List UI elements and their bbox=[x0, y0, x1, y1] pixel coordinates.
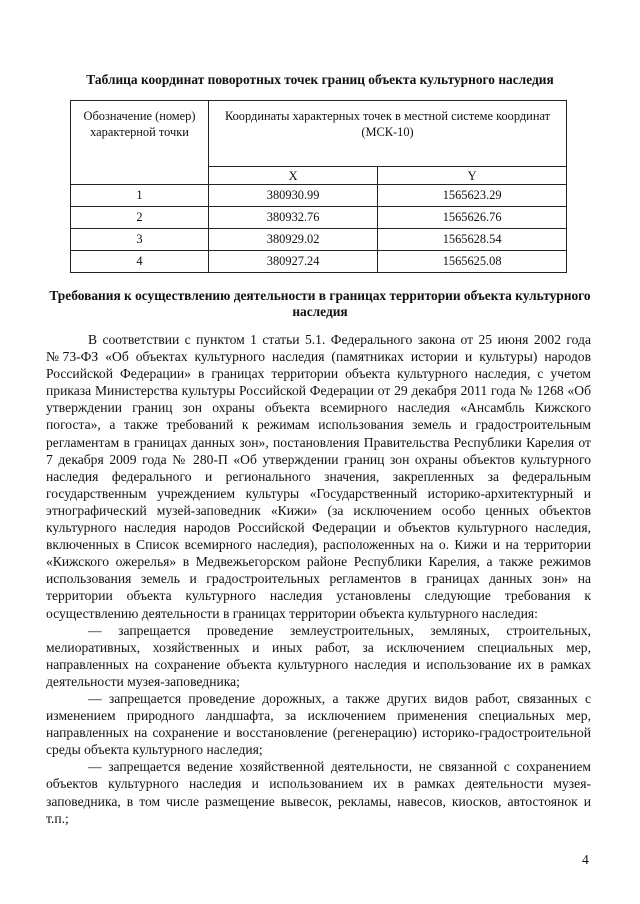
table-title: Таблица координат поворотных точек границ объекта культурного наследия bbox=[86, 72, 554, 87]
table-row bbox=[71, 229, 567, 251]
intro-paragraph: В соответствии с пунктом 1 статьи 5.1. Федерального закона от 25 июня 2002 года №73-ФЗ «Об объектах культурного наследия (памятниках истории и культуры) народов Российской Федерации» в границах территории объекта культурного наследия, с учетом приказа Министерства культуры Российской Федерации от 29 декабря 2011 года № 1268 «Об утверждении границ зон охраны объекта всемирного наследия «Ансамбль Кижского погоста», а также требований к режимам использования земель и градостроительным регламентам в границах данных зон», постановления Правительства Республики Карелия от 7 декабря 2009 года № 280-П «Об утверждении границ зон охраны объектов культурного наследия федерального и регионального значения, закрепленных за федеральным государственным учреждением культуры «Государственный историко-архитектурный и этнографический музей-заповедник «Кижи» (за исключением особо ценных объектов культурного наследия народов Российской Федерации и объектов культурного наследия, включенных в Список всемирного наследия), расположенных на о. Кижи и на территории «Кижского ожерелья» в Медвежьегорском районе Республики Карелия, а также режимов использования земель и градостроительных регламентов в границах данных зон» на территории объекта культурного наследия установлены следующие требования к осуществлению деятельности в границах территории объекта культурного наследия: bbox=[46, 332, 591, 621]
point-number: 4 bbox=[71, 251, 209, 273]
requirement-item: — запрещается ведение хозяйственной деятельности, не связанной с сохранением объектов культурного наследия и использованием их в рамках деятельности музея-заповедника, в том числе размещение вывесок, рекламы, навесов, киосков, автостоянок и т.п.; bbox=[46, 759, 591, 826]
point-number: 3 bbox=[71, 229, 209, 251]
coordinates-table bbox=[70, 100, 567, 273]
y-value: 1565623.29 bbox=[378, 185, 567, 207]
x-value: 380930.99 bbox=[209, 185, 378, 207]
body-text bbox=[46, 331, 591, 827]
table-row bbox=[71, 185, 567, 207]
table-row bbox=[71, 251, 567, 273]
y-value: 1565625.08 bbox=[378, 251, 567, 273]
x-value: 380927.24 bbox=[209, 251, 378, 273]
col-header-designation: Обозначение (номер) характерной точки bbox=[71, 101, 209, 185]
col-header-x: X bbox=[209, 167, 378, 185]
point-number: 1 bbox=[71, 185, 209, 207]
requirements-title: Требования к осуществлению деятельности в границах территории объекта культурного наследия bbox=[49, 288, 591, 319]
table-row bbox=[71, 207, 567, 229]
point-number: 2 bbox=[71, 207, 209, 229]
x-value: 380932.76 bbox=[209, 207, 378, 229]
requirement-item: — запрещается проведение землеустроительных, земляных, строительных, мелиоративных, хозяйственных и иных работ, за исключением специальных мер, направленных на сохранение объекта культурного наследия и использование их в рамках деятельности музея-заповедника; bbox=[46, 622, 591, 689]
col-header-y: Y bbox=[378, 167, 567, 185]
y-value: 1565628.54 bbox=[378, 229, 567, 251]
col-header-coordinates: Координаты характерных точек в местной системе координат (МСК-10) bbox=[209, 101, 567, 167]
requirement-item: — запрещается проведение дорожных, а также других видов работ, связанных с изменением природного ландшафта, за исключением применения специальных мер, направленных на сохранение и восстановление (регенерацию) историко-градостроительной среды объекта культурного наследия; bbox=[46, 690, 591, 758]
page-number: 4 bbox=[582, 852, 589, 867]
x-value: 380929.02 bbox=[209, 229, 378, 251]
y-value: 1565626.76 bbox=[378, 207, 567, 229]
